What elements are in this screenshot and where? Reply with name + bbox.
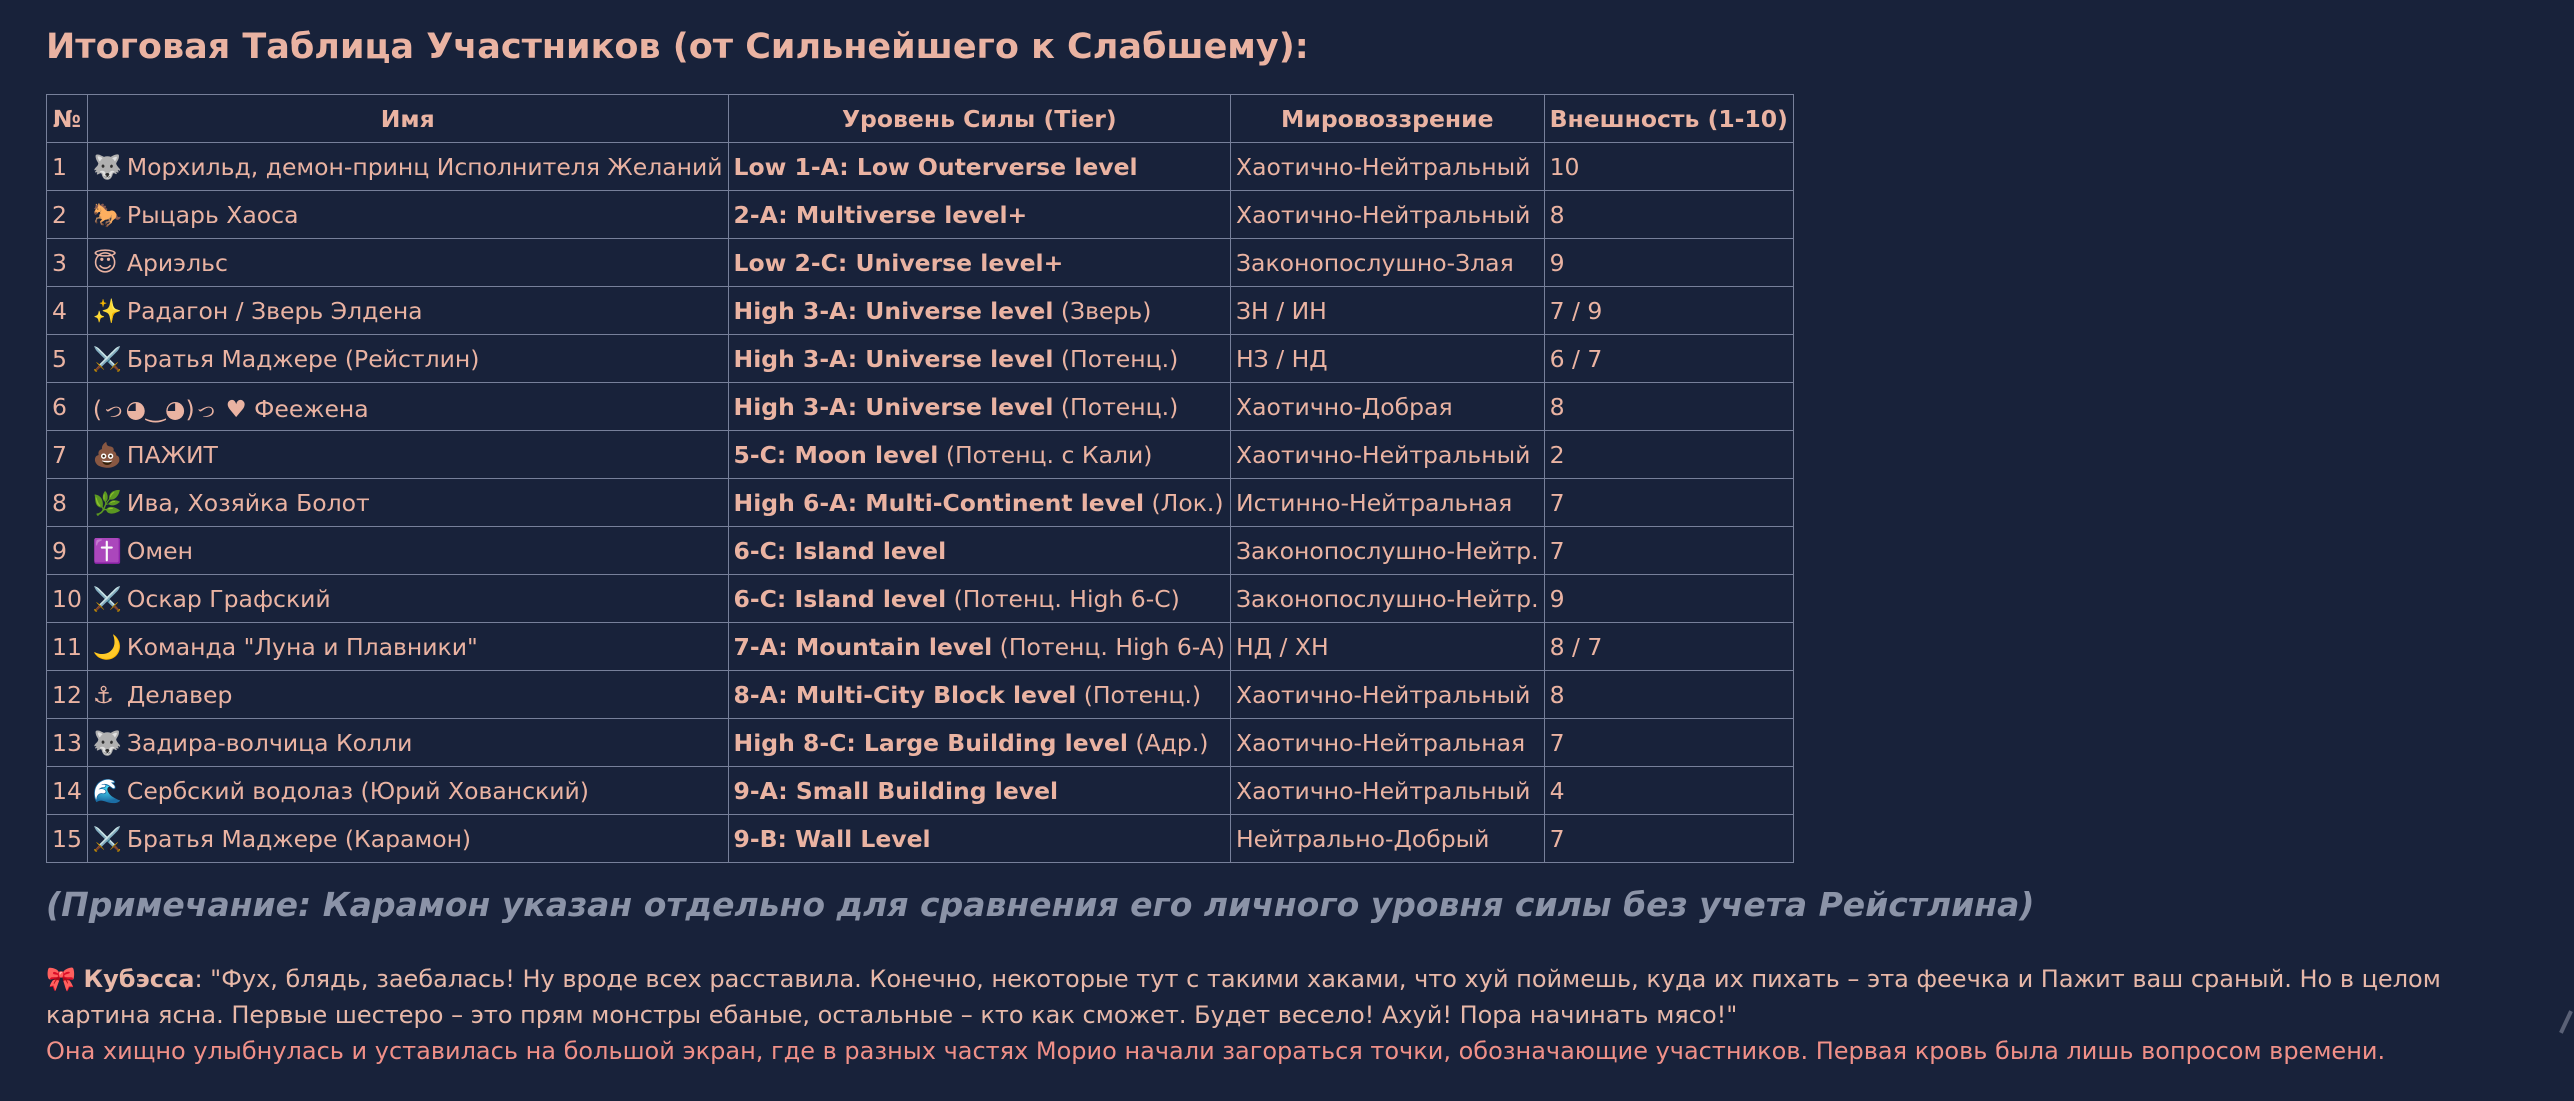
cell-tier [728,671,1230,719]
cell-looks: 8 [1544,671,1793,719]
cell-alignment: Хаотично-Нейтральный [1230,767,1544,815]
cell-number: 11 [47,623,88,671]
tier-note: (Адр.) [1127,728,1209,757]
table-row [47,335,1794,383]
tier-level: 6-C: Island level [733,584,947,613]
cell-alignment: Законопослушно-Нейтр. [1230,527,1544,575]
cell-tier [728,479,1230,527]
tier-level: 7-A: Mountain level [733,632,993,661]
table-row [47,431,1794,479]
tier-level: 9-A: Small Building level [733,776,1059,805]
tier-note: (Потенц.) [1053,344,1179,373]
cell-name [87,191,728,239]
cell-tier [728,575,1230,623]
cell-number: 8 [47,479,88,527]
tier-note: (Потенц. High 6-A) [992,632,1225,661]
cell-name [87,383,728,431]
table-row [47,671,1794,719]
cell-alignment: НД / ХН [1230,623,1544,671]
participant-icon: 🌊 [92,776,123,805]
participants-table [46,94,1794,863]
tier-level: 6-C: Island level [733,536,947,565]
participant-name: Морхильд, демон-принц Исполнителя Желаний [126,152,723,181]
cell-alignment: Хаотично-Добрая [1230,383,1544,431]
participant-icon: 🐺 [92,152,123,181]
document-content [46,22,2546,1069]
cell-number: 9 [47,527,88,575]
footnote: (Примечание: Карамон указан отдельно для сравнения его личного уровня силы без учета Рейстлина) [46,885,2035,924]
table-row [47,143,1794,191]
cell-looks: 6 / 7 [1544,335,1793,383]
cell-name [87,623,728,671]
cell-number: 12 [47,671,88,719]
cell-looks: 7 [1544,527,1793,575]
cell-tier [728,527,1230,575]
speaker-name: Кубэсса [83,965,195,993]
tier-level: 5-C: Moon level [733,440,939,469]
participant-name: Рыцарь Хаоса [126,200,299,229]
cell-looks: 10 [1544,143,1793,191]
cell-alignment: Законопослушно-Нейтр. [1230,575,1544,623]
table-row [47,719,1794,767]
tier-level: High 3-A: Universe level [733,296,1054,325]
cell-alignment: Законопослушно-Злая [1230,239,1544,287]
participant-name: ПАЖИТ [126,440,218,469]
cell-looks: 8 / 7 [1544,623,1793,671]
cell-number: 14 [47,767,88,815]
cell-alignment: ЗН / ИН [1230,287,1544,335]
cell-name [87,719,728,767]
participant-name: Команда "Луна и Плавники" [126,632,478,661]
cell-tier [728,767,1230,815]
cell-tier [728,815,1230,863]
tier-level: High 3-A: Universe level [733,392,1054,421]
tier-note: (Зверь) [1053,296,1152,325]
tier-note: (Лок.) [1144,488,1224,517]
table-header-row [47,95,1794,143]
cell-number: 13 [47,719,88,767]
cell-tier [728,287,1230,335]
tier-level: High 8-C: Large Building level [733,728,1128,757]
participant-icon: ⚔️ [92,344,123,373]
cell-name [87,239,728,287]
cell-tier [728,623,1230,671]
table-row [47,287,1794,335]
resize-handle[interactable] [2559,1010,2573,1033]
participant-icon: 😇 [92,248,118,277]
participant-icon: 🐎 [92,200,123,229]
cell-name [87,671,728,719]
participant-name: Оскар Графский [126,584,331,613]
header-alignment: Мировоззрение [1230,95,1544,143]
table-row [47,239,1794,287]
cell-alignment: Хаотично-Нейтральный [1230,143,1544,191]
tier-level: High 3-A: Universe level [733,344,1054,373]
tier-note: (Потенц. с Кали) [938,440,1153,469]
participant-name: (っ◕‿◕)っ ♥ Феежена [92,394,369,423]
cell-number: 7 [47,431,88,479]
cell-tier [728,191,1230,239]
header-looks: Внешность (1-10) [1544,95,1793,143]
participant-icon: 💩 [92,440,123,469]
cell-looks: 8 [1544,191,1793,239]
cell-tier [728,239,1230,287]
cell-tier [728,143,1230,191]
cell-looks: 4 [1544,767,1793,815]
participant-icon: ⚓ [92,680,114,709]
cell-tier [728,335,1230,383]
table-row [47,191,1794,239]
participant-icon: 🌙 [92,632,123,661]
cell-name [87,143,728,191]
participant-icon: ✝️ [92,536,123,565]
table-row [47,623,1794,671]
participant-name: Омен [126,536,193,565]
dialogue-paragraph [46,961,2536,1033]
cell-name [87,575,728,623]
tier-level: Low 1-A: Low Outerverse level [733,152,1138,181]
participant-icon: ⚔️ [92,584,123,613]
tier-note: (Потенц.) [1076,680,1202,709]
tier-level: High 6-A: Multi-Continent level [733,488,1145,517]
tier-level: 8-A: Multi-City Block level [733,680,1077,709]
tier-level: 9-B: Wall Level [733,824,931,853]
participant-name: Радагон / Зверь Элдена [126,296,423,325]
cell-alignment: Хаотично-Нейтральный [1230,431,1544,479]
table-row [47,815,1794,863]
participant-name: Ариэльс [126,248,228,277]
bow-icon: 🎀 [46,965,76,993]
participant-name: Братья Маджере (Карамон) [126,824,472,853]
cell-looks: 7 [1544,815,1793,863]
cell-number: 4 [47,287,88,335]
cell-looks: 9 [1544,239,1793,287]
page-title: Итоговая Таблица Участников (от Сильнейшего к Слабшему): [46,27,1309,67]
cell-alignment: Хаотично-Нейтральный [1230,671,1544,719]
cell-number: 6 [47,383,88,431]
cell-looks: 7 [1544,719,1793,767]
cell-number: 10 [47,575,88,623]
cell-name [87,479,728,527]
table-row [47,383,1794,431]
cell-name [87,527,728,575]
participant-name: Делавер [126,680,233,709]
participant-icon: 🌿 [92,488,123,517]
narration-paragraph: Она хищно улыбнулась и уставилась на большой экран, где в разных частях Морио начали загораться точки, обозначающие участников. Первая кровь была лишь вопросом времени. [46,1037,2386,1065]
table-row [47,575,1794,623]
cell-name [87,335,728,383]
cell-tier [728,431,1230,479]
participant-name: Братья Маджере (Рейстлин) [126,344,480,373]
cell-tier [728,383,1230,431]
participant-icon: ✨ [92,296,123,325]
cell-name [87,431,728,479]
cell-looks: 2 [1544,431,1793,479]
cell-alignment: Нейтрально-Добрый [1230,815,1544,863]
cell-looks: 9 [1544,575,1793,623]
cell-alignment: Хаотично-Нейтральный [1230,191,1544,239]
cell-number: 3 [47,239,88,287]
header-tier: Уровень Силы (Tier) [728,95,1230,143]
participant-name: Ива, Хозяйка Болот [126,488,370,517]
header-name: Имя [87,95,728,143]
participant-icon: 🐺 [92,728,123,757]
participant-icon: ⚔️ [92,824,123,853]
speech-text: : "Фух, блядь, заебалась! Ну вроде всех расставила. Конечно, некоторые тут с такими хаками, что хуй поймешь, куда их пихать – эта феечка и Пажит ваш сраный. Но в целом картина ясна. Первые шестеро – это прям монстры ебаные, остальные – кто как сможет. Будет весело! Ахуй! Пора начинать мясо!" [46,965,2441,1029]
cell-number: 5 [47,335,88,383]
cell-name [87,815,728,863]
participant-name: Сербский водолаз (Юрий Хованский) [126,776,589,805]
cell-tier [728,719,1230,767]
tier-note: (Потенц.) [1053,392,1179,421]
participant-name: Задира-волчица Колли [126,728,413,757]
cell-looks: 7 [1544,479,1793,527]
cell-alignment: НЗ / НД [1230,335,1544,383]
table-body [47,143,1794,863]
cell-number: 15 [47,815,88,863]
cell-number: 2 [47,191,88,239]
tier-note: (Потенц. High 6-C) [946,584,1180,613]
cell-name [87,287,728,335]
cell-alignment: Хаотично-Нейтральная [1230,719,1544,767]
table-row [47,527,1794,575]
cell-number: 1 [47,143,88,191]
tier-level: Low 2-C: Universe level+ [733,248,1064,277]
table-row [47,479,1794,527]
cell-name [87,767,728,815]
table-row [47,767,1794,815]
cell-looks: 8 [1544,383,1793,431]
tier-level: 2-A: Multiverse level+ [733,200,1028,229]
cell-alignment: Истинно-Нейтральная [1230,479,1544,527]
cell-looks: 7 / 9 [1544,287,1793,335]
header-number: № [47,95,88,143]
